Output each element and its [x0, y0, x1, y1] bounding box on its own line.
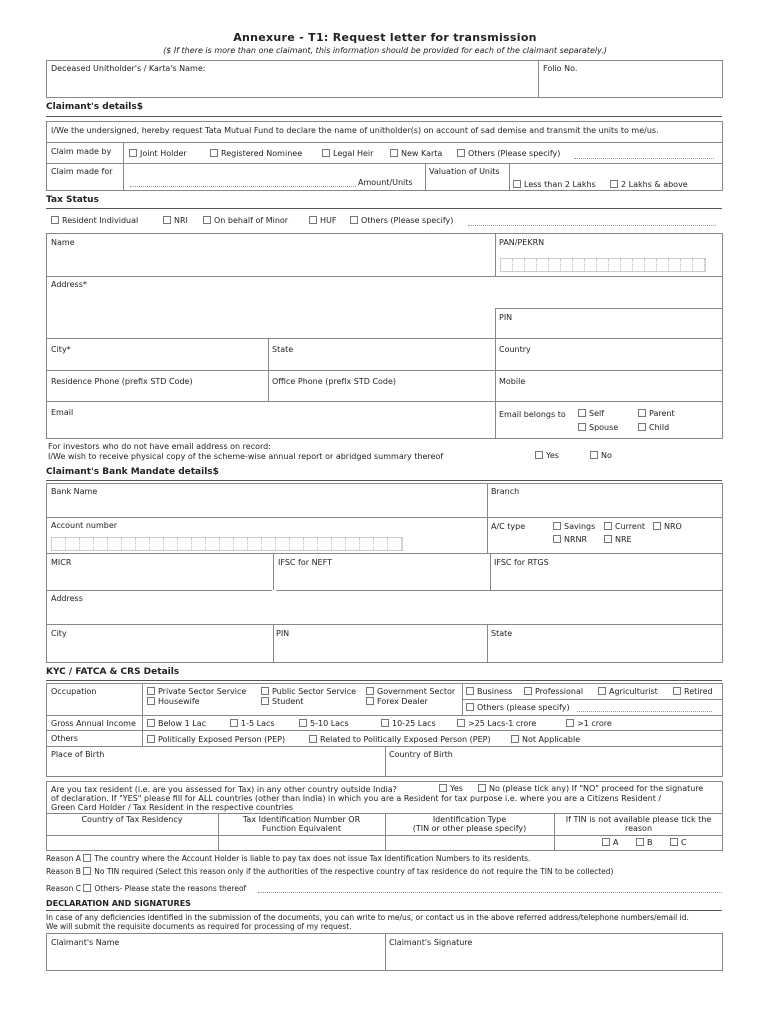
place-of-birth-label: Place of Birth [51, 750, 105, 759]
deceased-name-label: Deceased Unitholder's / Karta's Name: [51, 64, 206, 73]
col-idtype-header-1: Identification Type [432, 815, 507, 824]
income-5-10-lacs[interactable]: 5-10 Lacs [299, 719, 349, 728]
off-phone-label: Office Phone (prefix STD Code) [272, 377, 397, 386]
col-reason-header-2: reason [624, 824, 653, 833]
income-label: Gross Annual Income [51, 719, 136, 728]
physical-copy-no[interactable]: No [590, 451, 612, 460]
occ-others-field[interactable] [577, 711, 712, 712]
claim-by-new-karta[interactable]: New Karta [390, 149, 442, 158]
others-pep[interactable]: Politically Exposed Person (PEP) [147, 735, 285, 744]
checkbox-icon[interactable] [147, 687, 155, 695]
occ-professional[interactable]: Professional [524, 687, 583, 696]
income-above-1-crore[interactable]: >1 crore [566, 719, 612, 728]
pan-field[interactable] [500, 258, 706, 272]
tax-res-question: Are you tax resident (i.e. are you assessed for Tax) in any other country outside India? [51, 785, 397, 794]
tax-res-yes[interactable]: Yes [439, 784, 463, 793]
folio-label: Folio No. [543, 64, 578, 73]
email-child[interactable]: Child [638, 423, 669, 432]
tax-res-no[interactable]: No (please tick any) If "NO" proceed for the signature [478, 784, 703, 793]
bank-box [46, 483, 723, 663]
tax-others-field[interactable] [468, 225, 716, 226]
folio-field[interactable] [542, 75, 720, 95]
micr-label: MICR [51, 558, 72, 567]
occupation-label: Occupation [51, 687, 97, 696]
checkbox-icon[interactable] [566, 719, 574, 727]
checkbox-icon[interactable] [129, 149, 137, 157]
declaration-heading: DECLARATION AND SIGNATURES [46, 899, 191, 908]
checkbox-icon[interactable] [366, 687, 374, 695]
email-belongs-label: Email belongs to [499, 410, 566, 419]
checkbox-icon[interactable] [670, 838, 678, 846]
declaration-line-2: We will submit the requisite documents as required for processing of my request. [46, 922, 352, 931]
name-label: Name [51, 238, 75, 247]
city-label: City* [51, 345, 71, 354]
email-label: Email [51, 408, 74, 417]
tax-status-heading: Tax Status [46, 195, 99, 205]
ac-nro[interactable]: NRO [653, 522, 682, 531]
tax-huf[interactable]: HUF [309, 216, 336, 225]
bank-state-label: State [491, 629, 513, 638]
others-label: Others [51, 734, 78, 743]
checkbox-icon[interactable] [610, 180, 618, 188]
checkbox-icon[interactable] [261, 697, 269, 705]
reason-a-checkbox[interactable]: A [602, 838, 618, 847]
bank-heading: Claimant's Bank Mandate details$ [46, 467, 219, 477]
mobile-label: Mobile [499, 377, 526, 386]
occ-forex-dealer[interactable]: Forex Dealer [366, 697, 428, 706]
checkbox-icon[interactable] [457, 719, 465, 727]
pin-label: PIN [499, 313, 513, 322]
checkbox-icon[interactable] [322, 149, 330, 157]
checkbox-icon[interactable] [553, 535, 561, 543]
reason-a: Reason A The country where the Account Holder is liable to pay tax does not issue Tax Identification Numbers to its residents. [46, 854, 531, 863]
checkbox-icon[interactable] [524, 687, 532, 695]
occ-housewife[interactable]: Housewife [147, 697, 200, 706]
tax-res-line-3: Green Card Holder / Tax Resident in the respective countries [51, 803, 294, 812]
checkbox-icon[interactable] [147, 719, 155, 727]
email-self[interactable]: Self [578, 409, 604, 418]
tax-others[interactable]: Others (Please specify) [350, 216, 453, 225]
kyc-heading: KYC / FATCA & CRS Details [46, 667, 180, 677]
email-spouse[interactable]: Spouse [578, 423, 618, 432]
ifsc-rtgs-label: IFSC for RTGS [494, 558, 549, 567]
checkbox-icon[interactable] [638, 409, 646, 417]
ac-type-label: A/C type [491, 522, 526, 531]
col-tin-header-1: Tax Identification Number OR [242, 815, 361, 824]
claim-by-others[interactable]: Others (Please specify) [457, 149, 560, 158]
checkbox-icon[interactable] [590, 451, 598, 459]
country-label: Country [499, 345, 531, 354]
claimant-signature-label: Claimant's Signature [389, 938, 473, 947]
checkbox-icon[interactable] [513, 180, 521, 188]
bank-pin-label: PIN [276, 629, 290, 638]
page-title: Annexure - T1: Request letter for transmission [233, 31, 537, 44]
deceased-name-field[interactable] [50, 75, 534, 95]
checkbox-icon[interactable] [83, 884, 91, 892]
reason-c-checkbox[interactable]: C [670, 838, 687, 847]
ac-savings[interactable]: Savings [553, 522, 595, 531]
checkbox-icon[interactable] [147, 735, 155, 743]
claimant-name-label: Claimant's Name [51, 938, 120, 947]
checkbox-icon[interactable] [653, 522, 661, 530]
bank-address-label: Address [51, 594, 83, 603]
checkbox-icon[interactable] [210, 149, 218, 157]
valuation-less-2-lakhs[interactable]: Less than 2 Lakhs [513, 180, 596, 189]
valuation-label: Valuation of Units [429, 167, 500, 176]
others-related-pep[interactable]: Related to Politically Exposed Person (PEP) [309, 735, 491, 744]
checkbox-icon[interactable] [439, 784, 447, 792]
checkbox-icon[interactable] [457, 149, 465, 157]
checkbox-icon[interactable] [535, 451, 543, 459]
claimant-heading: Claimant's details$ [46, 102, 143, 112]
address-label: Address* [51, 280, 87, 289]
income-1-5-lacs[interactable]: 1-5 Lacs [230, 719, 275, 728]
checkbox-icon[interactable] [673, 687, 681, 695]
checkbox-icon[interactable] [390, 149, 398, 157]
occ-public-sector[interactable]: Public Sector Service [261, 687, 356, 696]
amount-units-label: Amount/Units [358, 178, 413, 187]
checkbox-icon[interactable] [83, 854, 91, 862]
account-number-label: Account number [51, 521, 118, 530]
checkbox-icon[interactable] [51, 216, 59, 224]
checkbox-icon[interactable] [578, 409, 586, 417]
checkbox-icon[interactable] [203, 216, 211, 224]
checkbox-icon[interactable] [466, 703, 474, 711]
others-not-applicable[interactable]: Not Applicable [511, 735, 580, 744]
branch-label: Branch [491, 487, 520, 496]
occ-student[interactable]: Student [261, 697, 304, 706]
checkbox-icon[interactable] [366, 697, 374, 705]
tax-resident-individual[interactable]: Resident Individual [51, 216, 138, 225]
no-email-note-1: For investors who do not have email address on record: [48, 442, 271, 451]
state-label: State [272, 345, 294, 354]
income-below-1-lac[interactable]: Below 1 Lac [147, 719, 206, 728]
email-parent[interactable]: Parent [638, 409, 675, 418]
ac-nre[interactable]: NRE [604, 535, 632, 544]
bank-city-label: City [51, 629, 67, 638]
occ-private-sector[interactable]: Private Sector Service [147, 687, 246, 696]
claim-by-legal-heir[interactable]: Legal Heir [322, 149, 373, 158]
reason-c-field[interactable] [258, 892, 722, 893]
checkbox-icon[interactable] [147, 697, 155, 705]
checkbox-icon[interactable] [638, 423, 646, 431]
tax-nri[interactable]: NRI [163, 216, 188, 225]
account-number-field[interactable] [51, 537, 403, 551]
checkbox-icon[interactable] [602, 838, 610, 846]
col-reason-header-1: If TIN is not available please tick the [565, 815, 712, 824]
checkbox-icon[interactable] [636, 838, 644, 846]
checkbox-icon[interactable] [604, 535, 612, 543]
reason-b-checkbox[interactable]: B [636, 838, 653, 847]
claim-for-field[interactable] [130, 186, 356, 187]
declaration-line-1: In case of any deficiencies identified in the submission of the documents, you can write to me/us, or contact us in the above referred address/telephone numbers/email id. [46, 913, 689, 922]
checkbox-icon[interactable] [83, 867, 91, 875]
occ-government-sector[interactable]: Government Sector [366, 687, 455, 696]
checkbox-icon[interactable] [598, 687, 606, 695]
checkbox-icon[interactable] [163, 216, 171, 224]
checkbox-icon[interactable] [466, 687, 474, 695]
occ-agriculturist[interactable]: Agriculturist [598, 687, 658, 696]
page-subtitle: ($ If there is more than one claimant, this information should be provided for each of the claimant separately.) [163, 46, 607, 55]
request-text: I/We the undersigned, hereby request Tata Mutual Fund to declare the name of unitholder(s) on account of sad demise and transmit the units to me/us. [51, 126, 659, 135]
claim-by-registered-nominee[interactable]: Registered Nominee [210, 149, 302, 158]
valuation-2-lakhs-above[interactable]: 2 Lakhs & above [610, 180, 688, 189]
reason-b: Reason B No TIN required (Select this reason only if the authorities of the respective country of tax residence do not require the TIN to be collected) [46, 867, 614, 876]
checkbox-icon[interactable] [350, 216, 358, 224]
col-idtype-header-2: (TIN or other please specify) [412, 824, 527, 833]
checkbox-icon[interactable] [604, 522, 612, 530]
physical-copy-yes[interactable]: Yes [535, 451, 559, 460]
ifsc-neft-label: IFSC for NEFT [278, 558, 332, 567]
checkbox-icon[interactable] [309, 216, 317, 224]
col-tin-header-2: Function Equivalent [262, 824, 341, 833]
reason-c: Reason C Others- Please state the reasons thereof [46, 884, 247, 893]
checkbox-icon[interactable] [299, 719, 307, 727]
checkbox-icon[interactable] [553, 522, 561, 530]
claim-for-label: Claim made for [51, 167, 113, 176]
income-10-25-lacs[interactable]: 10-25 Lacs [381, 719, 436, 728]
claim-by-others-field[interactable] [574, 158, 714, 159]
claim-by-joint-holder[interactable]: Joint Holder [129, 149, 187, 158]
checkbox-icon[interactable] [578, 423, 586, 431]
occ-others[interactable]: Others (please specify) [466, 703, 570, 712]
country-of-birth-label: Country of Birth [389, 750, 453, 759]
tax-minor[interactable]: On behalf of Minor [203, 216, 288, 225]
bank-name-label: Bank Name [51, 487, 98, 496]
no-email-note-2: I/We wish to receive physical copy of the scheme-wise annual report or abridged summary thereof [48, 452, 444, 461]
ac-nrnr[interactable]: NRNR [553, 535, 587, 544]
checkbox-icon[interactable] [230, 719, 238, 727]
checkbox-icon[interactable] [261, 687, 269, 695]
checkbox-icon[interactable] [478, 784, 486, 792]
ac-current[interactable]: Current [604, 522, 645, 531]
income-25-lacs-1-crore[interactable]: >25 Lacs-1 crore [457, 719, 536, 728]
claim-by-label: Claim made by [51, 147, 112, 156]
checkbox-icon[interactable] [309, 735, 317, 743]
res-phone-label: Residence Phone (prefix STD Code) [51, 377, 193, 386]
occ-business[interactable]: Business [466, 687, 512, 696]
occ-retired[interactable]: Retired [673, 687, 713, 696]
checkbox-icon[interactable] [381, 719, 389, 727]
col-country-header: Country of Tax Residency [81, 815, 183, 824]
pan-label: PAN/PEKRN [499, 238, 545, 247]
tax-res-line-2: of declaration. If "YES" please fill for ALL countries (other than India) in which you are a Resident for tax purpose i.e. where you are a Citizens Resident / [51, 794, 662, 803]
checkbox-icon[interactable] [511, 735, 519, 743]
